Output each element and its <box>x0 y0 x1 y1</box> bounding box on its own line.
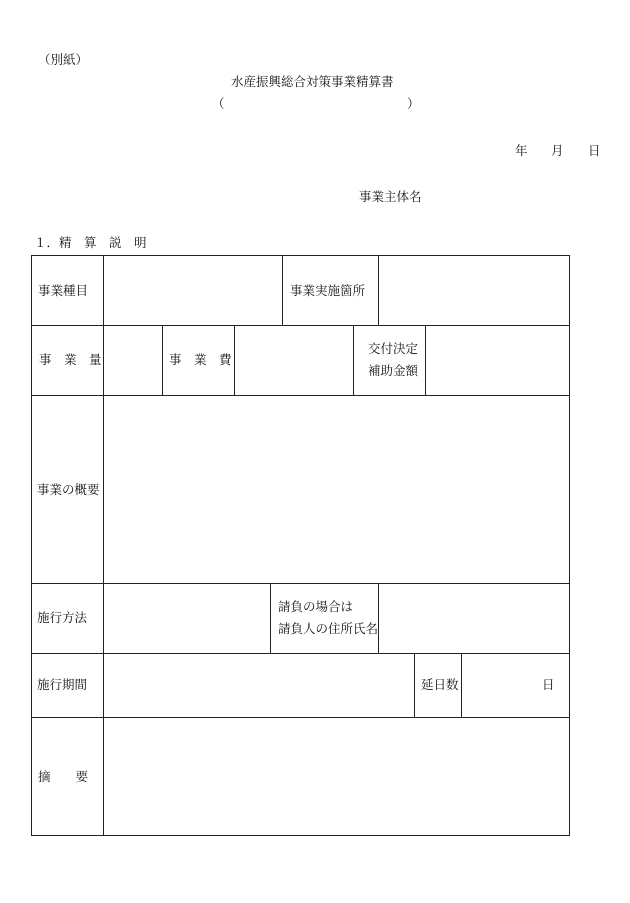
label-grant-line1: 交付決定 <box>368 341 419 356</box>
col-divider <box>270 583 271 653</box>
col-divider <box>353 325 354 395</box>
row-divider <box>32 325 569 326</box>
label-project-location: 事業実施箇所 <box>290 283 366 298</box>
label-project-cost: 事 業 費 <box>169 352 232 367</box>
label-contractor-line1: 請負の場合は <box>278 599 354 614</box>
entity-name-label: 事業主体名 <box>359 189 422 204</box>
paren-open: （ <box>212 96 225 111</box>
col-divider <box>234 325 235 395</box>
col-divider <box>461 653 462 717</box>
date-day: 日 <box>588 143 601 158</box>
settlement-form <box>31 255 570 836</box>
label-project-type: 事業種目 <box>38 283 89 298</box>
label-construction-period: 施行期間 <box>37 677 88 692</box>
label-construction-method: 施行方法 <box>37 610 88 625</box>
col-divider <box>282 256 283 325</box>
label-extended-days: 延日数 <box>421 677 459 692</box>
label-grant-line2: 補助金額 <box>368 363 419 378</box>
col-divider <box>414 653 415 717</box>
label-project-overview: 事業の概要 <box>37 482 100 497</box>
col-divider <box>378 583 379 653</box>
col-divider <box>378 256 379 325</box>
label-project-volume: 事 業 量 <box>39 352 102 367</box>
date-year: 年 <box>515 143 528 158</box>
attachment-label: （別紙） <box>38 52 89 67</box>
row-divider <box>32 395 569 396</box>
row-divider <box>32 653 569 654</box>
label-remarks: 摘 要 <box>38 769 89 784</box>
paren-close: ） <box>407 96 420 111</box>
col-divider <box>162 325 163 395</box>
label-days-unit: 日 <box>542 677 555 692</box>
col-divider <box>103 256 104 835</box>
col-divider <box>425 325 426 395</box>
date-month: 月 <box>551 143 564 158</box>
row-divider <box>32 717 569 718</box>
document-title: 水産振興総合対策事業精算書 <box>231 74 394 89</box>
label-contractor-line2: 請負人の住所氏名 <box>278 621 379 636</box>
row-divider <box>32 583 569 584</box>
section-heading: １．精 算 説 明 <box>34 235 147 250</box>
